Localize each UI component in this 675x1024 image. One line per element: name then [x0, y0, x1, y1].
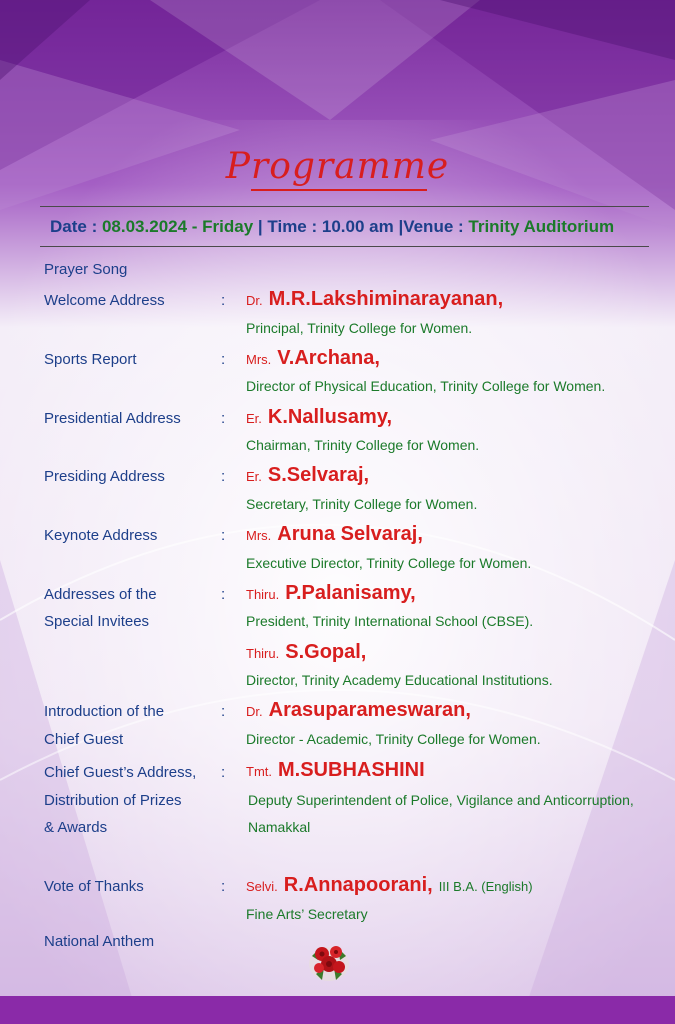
item-label-presidential-address: Presidential Address: [44, 410, 181, 427]
speaker-designation: Fine Arts’ Secretary: [246, 906, 368, 922]
event-info-bar: [50, 217, 650, 237]
colon: :: [221, 410, 226, 427]
speaker-full-name: V.Archana,: [277, 347, 380, 369]
speaker-name: [246, 641, 366, 664]
speaker-title: Mrs.: [246, 528, 272, 543]
time-value: 10.00 am: [321, 217, 394, 236]
item-label-presiding-address: Presiding Address: [44, 468, 165, 485]
speaker-name: [246, 582, 416, 605]
speaker-title: Thiru.: [246, 587, 280, 602]
colon: :: [221, 586, 226, 603]
speaker-title: Er.: [246, 411, 262, 426]
item-label-prayer-song: Prayer Song: [44, 261, 128, 278]
speaker-full-name: Arasuparameswaran,: [268, 699, 471, 721]
speaker-name: [246, 464, 369, 487]
title-underline: [251, 189, 427, 191]
item-label-special-invitees: Addresses of the: [44, 586, 157, 603]
page-title: Programme: [225, 146, 450, 187]
item-label-chief-guest-address: Chief Guest’s Address,: [44, 764, 197, 781]
time-label: Time :: [267, 217, 322, 236]
speaker-full-name: S.Selvaraj,: [267, 464, 370, 486]
speaker-name: [246, 288, 503, 311]
colon: :: [221, 292, 226, 309]
info-separator: |: [393, 217, 404, 236]
speaker-designation: Director - Academic, Trinity College for Women.: [246, 731, 541, 747]
item-label-introduction-line2: Chief Guest: [44, 731, 124, 748]
rose-bouquet-icon: [306, 934, 352, 984]
speaker-course: III B.A. (English): [438, 879, 533, 894]
item-label-sports-report: Sports Report: [44, 351, 137, 368]
item-label-national-anthem: National Anthem: [44, 933, 155, 950]
speaker-full-name: P.Palanisamy,: [285, 582, 416, 604]
speaker-name: [246, 759, 425, 782]
date-label: Date :: [50, 217, 102, 236]
item-label-chief-guest-line3: & Awards: [44, 819, 108, 836]
speaker-title: Tmt.: [246, 764, 272, 779]
speaker-full-name: M.SUBHASHINI: [278, 759, 425, 781]
speaker-name: [246, 874, 533, 897]
speaker-designation-line2: Namakkal: [248, 819, 311, 835]
item-label-special-invitees-line2: Special Invitees: [44, 613, 150, 630]
speaker-title: Thiru.: [246, 646, 280, 661]
speaker-name: [246, 523, 423, 546]
speaker-title: Selvi.: [246, 879, 278, 894]
speaker-designation: Director, Trinity Academy Educational Institutions.: [246, 672, 553, 688]
item-label-introduction: Introduction of the: [44, 703, 165, 720]
speaker-title: Mrs.: [246, 352, 272, 367]
speaker-name: [246, 699, 471, 722]
speaker-designation: Deputy Superintendent of Police, Vigilance and Anticorruption,: [248, 792, 634, 808]
colon: :: [221, 878, 226, 895]
speaker-full-name: R.Annapoorani,: [283, 874, 433, 896]
speaker-designation: Executive Director, Trinity College for Women.: [246, 555, 532, 571]
item-label-welcome-address: Welcome Address: [44, 292, 165, 309]
date-value: 08.03.2024 - Friday: [101, 217, 254, 236]
speaker-full-name: M.R.Lakshiminarayanan,: [268, 288, 504, 310]
item-label-vote-of-thanks: Vote of Thanks: [44, 878, 144, 895]
speaker-full-name: S.Gopal,: [285, 641, 367, 663]
venue-label: Venue :: [403, 217, 469, 236]
divider-top: [40, 206, 649, 207]
speaker-designation: President, Trinity International School (CBSE).: [246, 613, 534, 629]
speaker-name: [246, 347, 380, 370]
speaker-designation: Chairman, Trinity College for Women.: [246, 437, 480, 453]
speaker-full-name: K.Nallusamy,: [267, 406, 393, 428]
speaker-designation: Director of Physical Education, Trinity College for Women.: [246, 378, 606, 394]
item-label-chief-guest-line2: Distribution of Prizes: [44, 792, 182, 809]
info-separator: |: [253, 217, 268, 236]
colon: :: [221, 764, 226, 781]
venue-value: Trinity Auditorium: [468, 217, 615, 236]
item-label-keynote-address: Keynote Address: [44, 527, 158, 544]
speaker-designation: Principal, Trinity College for Women.: [246, 320, 473, 336]
speaker-full-name: Aruna Selvaraj,: [277, 523, 423, 545]
divider-bottom: [40, 246, 649, 247]
speaker-name: [246, 406, 392, 429]
speaker-designation: Secretary, Trinity College for Women.: [246, 496, 478, 512]
colon: :: [221, 703, 226, 720]
colon: :: [221, 527, 226, 544]
colon: :: [221, 351, 226, 368]
speaker-title: Dr.: [246, 293, 263, 308]
speaker-title: Er.: [246, 469, 262, 484]
speaker-title: Dr.: [246, 704, 263, 719]
colon: :: [221, 468, 226, 485]
